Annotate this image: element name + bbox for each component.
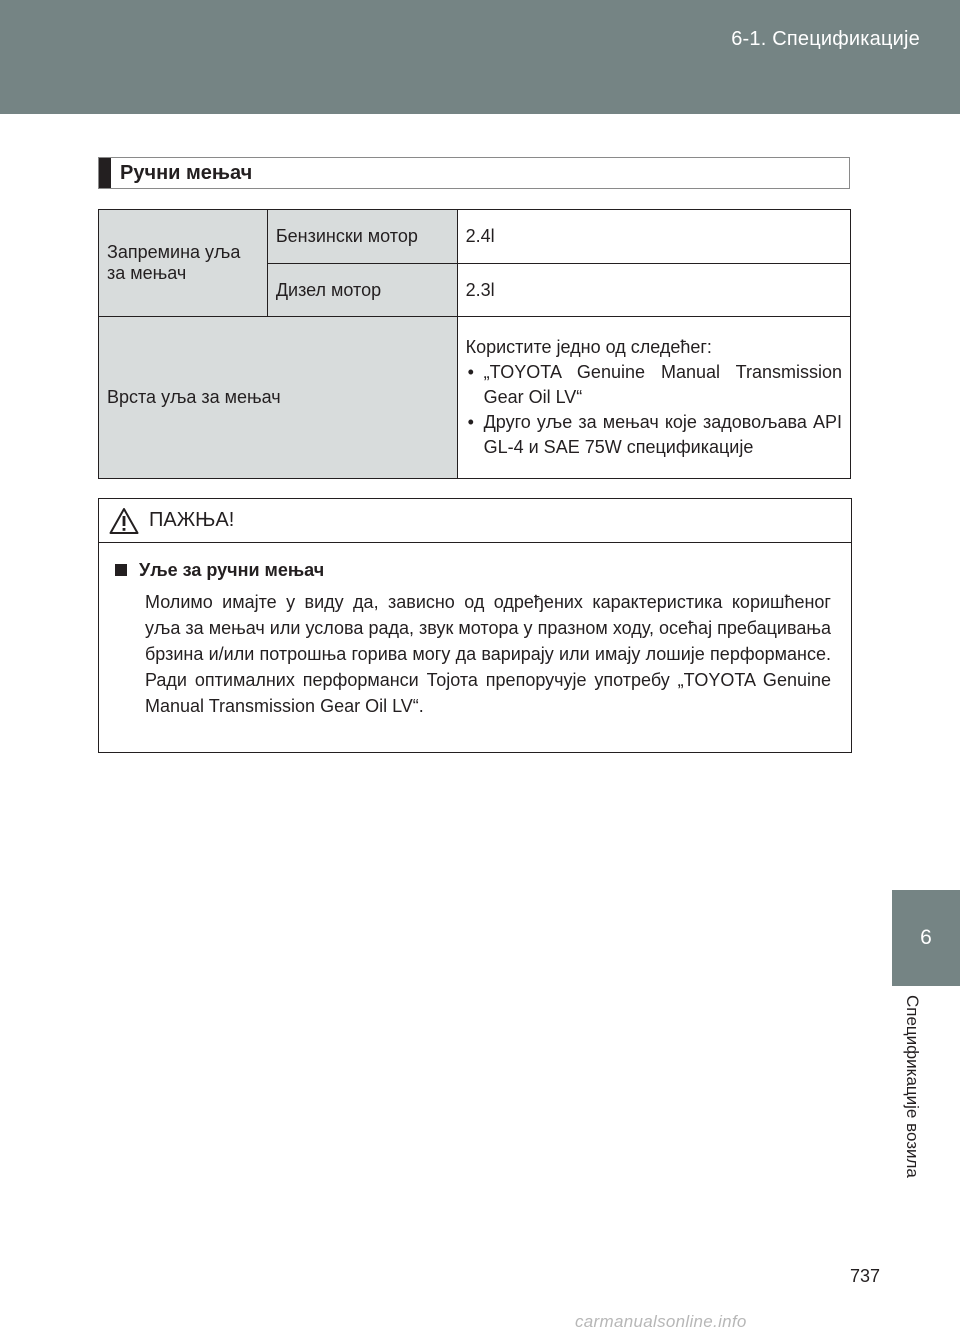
spec-table	[98, 209, 851, 479]
list-item: • Друго уље за мењач које задовољава API GL-4 и SAE 75W спецификације	[466, 410, 842, 460]
section-title-box	[98, 157, 850, 189]
page-number: 737	[850, 1266, 881, 1286]
oil-type-value	[457, 317, 850, 479]
table-row	[99, 317, 851, 479]
diesel-label: Дизел мотор	[267, 264, 457, 317]
section-title-bar	[99, 158, 111, 188]
caution-title: ПАЖЊА!	[149, 509, 235, 531]
header-band	[0, 0, 960, 114]
section-title: Ручни мењач	[120, 161, 253, 184]
caution-text: Молимо имајте у виду да, зависно од одређених карактеристика коришћеног уља за мењач или услова рада, звук мотора у празном ходу, осећај пребацивања брзина и/или потрошња горива могу да варирају или имају лошије перформансе. Ради оптималних перформанси Тојота препоручује употребу „TOYOTA Genuine Manual Transmission Gear Oil LV“.	[145, 592, 831, 716]
chapter-label: Спецификације возила	[903, 995, 922, 1178]
chapter-tab	[892, 890, 960, 986]
list-item: • „TOYOTA Genuine Manual Transmission Gear Oil LV“	[466, 360, 842, 410]
petrol-value: 2.4l	[457, 210, 850, 264]
diesel-value: 2.3l	[457, 264, 850, 317]
caution-body	[99, 543, 851, 719]
petrol-label: Бензински мотор	[267, 210, 457, 264]
chapter-number: 6	[920, 926, 932, 949]
square-bullet-icon	[115, 564, 127, 576]
oil-type-options	[466, 360, 842, 460]
warning-icon	[109, 507, 139, 535]
caution-box	[98, 498, 852, 753]
oil-type-intro: Користите једно од следећег:	[465, 337, 712, 357]
oil-type-label: Врста уља за мењач	[99, 317, 458, 479]
capacity-label	[99, 210, 268, 317]
caution-header	[99, 499, 851, 543]
table-row	[99, 210, 851, 264]
caution-subheading	[115, 557, 831, 583]
watermark: carmanualsonline.info	[575, 1312, 747, 1331]
caution-subheading-text: Уље за ручни мењач	[139, 560, 325, 580]
capacity-label-text: Запремина уља за мењач	[107, 242, 241, 283]
header-section-title: 6-1. Спецификације	[731, 28, 920, 50]
